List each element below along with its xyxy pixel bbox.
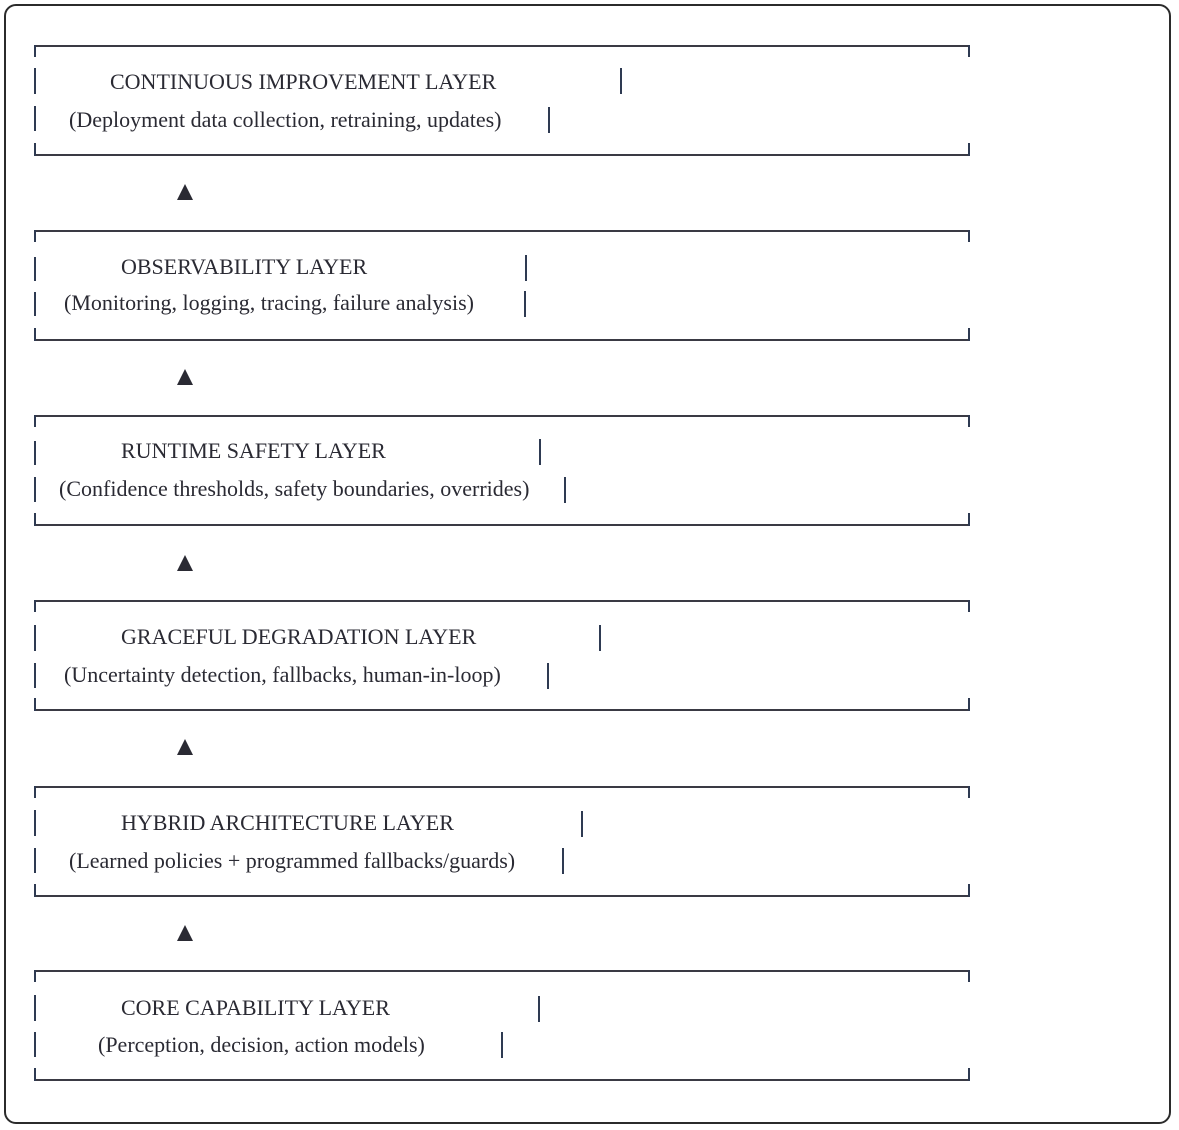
left-tick xyxy=(34,106,36,131)
subtitle-end-bar xyxy=(548,107,550,133)
layer-title: OBSERVABILITY LAYER xyxy=(121,254,368,279)
layer-core-capability xyxy=(34,970,970,1081)
left-tick xyxy=(34,477,36,502)
subtitle-end-bar xyxy=(501,1032,503,1058)
layer-graceful-degradation xyxy=(34,600,970,711)
right-tick xyxy=(968,328,970,341)
left-tick xyxy=(34,1068,36,1081)
layer-hybrid-architecture xyxy=(34,786,970,897)
left-tick xyxy=(34,230,36,242)
layer-title: RUNTIME SAFETY LAYER xyxy=(121,438,386,463)
subtitle-end-bar xyxy=(524,291,526,317)
layer-bottom-border xyxy=(34,895,970,897)
left-tick xyxy=(34,884,36,897)
layer-runtime-safety xyxy=(34,415,970,526)
title-end-bar xyxy=(620,68,622,94)
layer-title: HYBRID ARCHITECTURE LAYER xyxy=(121,810,454,835)
left-tick xyxy=(34,698,36,711)
layer-title: CORE CAPABILITY LAYER xyxy=(121,995,390,1020)
subtitle-end-bar xyxy=(547,663,549,689)
layer-bottom-border xyxy=(34,524,970,526)
layer-top-border xyxy=(34,786,970,788)
left-tick xyxy=(34,1032,36,1057)
layer-top-border xyxy=(34,970,970,972)
left-tick xyxy=(34,143,36,156)
right-tick xyxy=(968,45,970,57)
title-end-bar xyxy=(525,255,527,281)
left-tick xyxy=(34,328,36,341)
layer-subtitle: (Perception, decision, action models) xyxy=(98,1032,425,1057)
right-tick xyxy=(968,600,970,612)
right-tick xyxy=(968,884,970,897)
left-tick xyxy=(34,257,36,281)
layer-bottom-border xyxy=(34,709,970,711)
layer-observability xyxy=(34,230,970,341)
right-tick xyxy=(968,786,970,798)
left-tick xyxy=(34,625,36,651)
up-arrow-icon xyxy=(177,555,193,571)
up-arrow-icon xyxy=(177,739,193,755)
left-tick xyxy=(34,810,36,836)
layer-subtitle: (Deployment data collection, retraining, updates) xyxy=(69,107,502,132)
up-arrow-icon xyxy=(177,925,193,941)
subtitle-end-bar xyxy=(564,477,566,503)
layer-subtitle: (Confidence thresholds, safety boundaries, overrides) xyxy=(59,476,530,501)
right-tick xyxy=(968,143,970,156)
left-tick xyxy=(34,663,36,688)
right-tick xyxy=(968,230,970,242)
title-end-bar xyxy=(538,996,540,1022)
layer-bottom-border xyxy=(34,154,970,156)
layer-top-border xyxy=(34,45,970,47)
title-end-bar xyxy=(581,811,583,837)
up-arrow-icon xyxy=(177,369,193,385)
layer-top-border xyxy=(34,600,970,602)
left-tick xyxy=(34,68,36,94)
title-end-bar xyxy=(539,439,541,465)
layer-subtitle: (Learned policies + programmed fallbacks/guards) xyxy=(69,848,516,873)
layer-title: CONTINUOUS IMPROVEMENT LAYER xyxy=(110,69,497,94)
up-arrow-icon xyxy=(177,184,193,200)
layer-bottom-border xyxy=(34,1079,970,1081)
left-tick xyxy=(34,786,36,798)
right-tick xyxy=(968,698,970,711)
right-tick xyxy=(968,415,970,427)
left-tick xyxy=(34,970,36,982)
layer-top-border xyxy=(34,415,970,417)
left-tick xyxy=(34,513,36,526)
left-tick xyxy=(34,441,36,465)
title-end-bar xyxy=(599,625,601,651)
left-tick xyxy=(34,415,36,427)
left-tick xyxy=(34,292,36,316)
left-tick xyxy=(34,848,36,873)
layer-title: GRACEFUL DEGRADATION LAYER xyxy=(121,624,477,649)
right-tick xyxy=(968,970,970,982)
right-tick xyxy=(968,1068,970,1081)
layer-subtitle: (Monitoring, logging, tracing, failure analysis) xyxy=(64,290,474,315)
layer-continuous-improvement xyxy=(34,45,970,156)
right-tick xyxy=(968,513,970,526)
left-tick xyxy=(34,600,36,612)
left-tick xyxy=(34,45,36,57)
layer-subtitle: (Uncertainty detection, fallbacks, human-in-loop) xyxy=(64,662,501,687)
subtitle-end-bar xyxy=(562,848,564,874)
layer-top-border xyxy=(34,230,970,232)
layer-bottom-border xyxy=(34,339,970,341)
left-tick xyxy=(34,995,36,1021)
